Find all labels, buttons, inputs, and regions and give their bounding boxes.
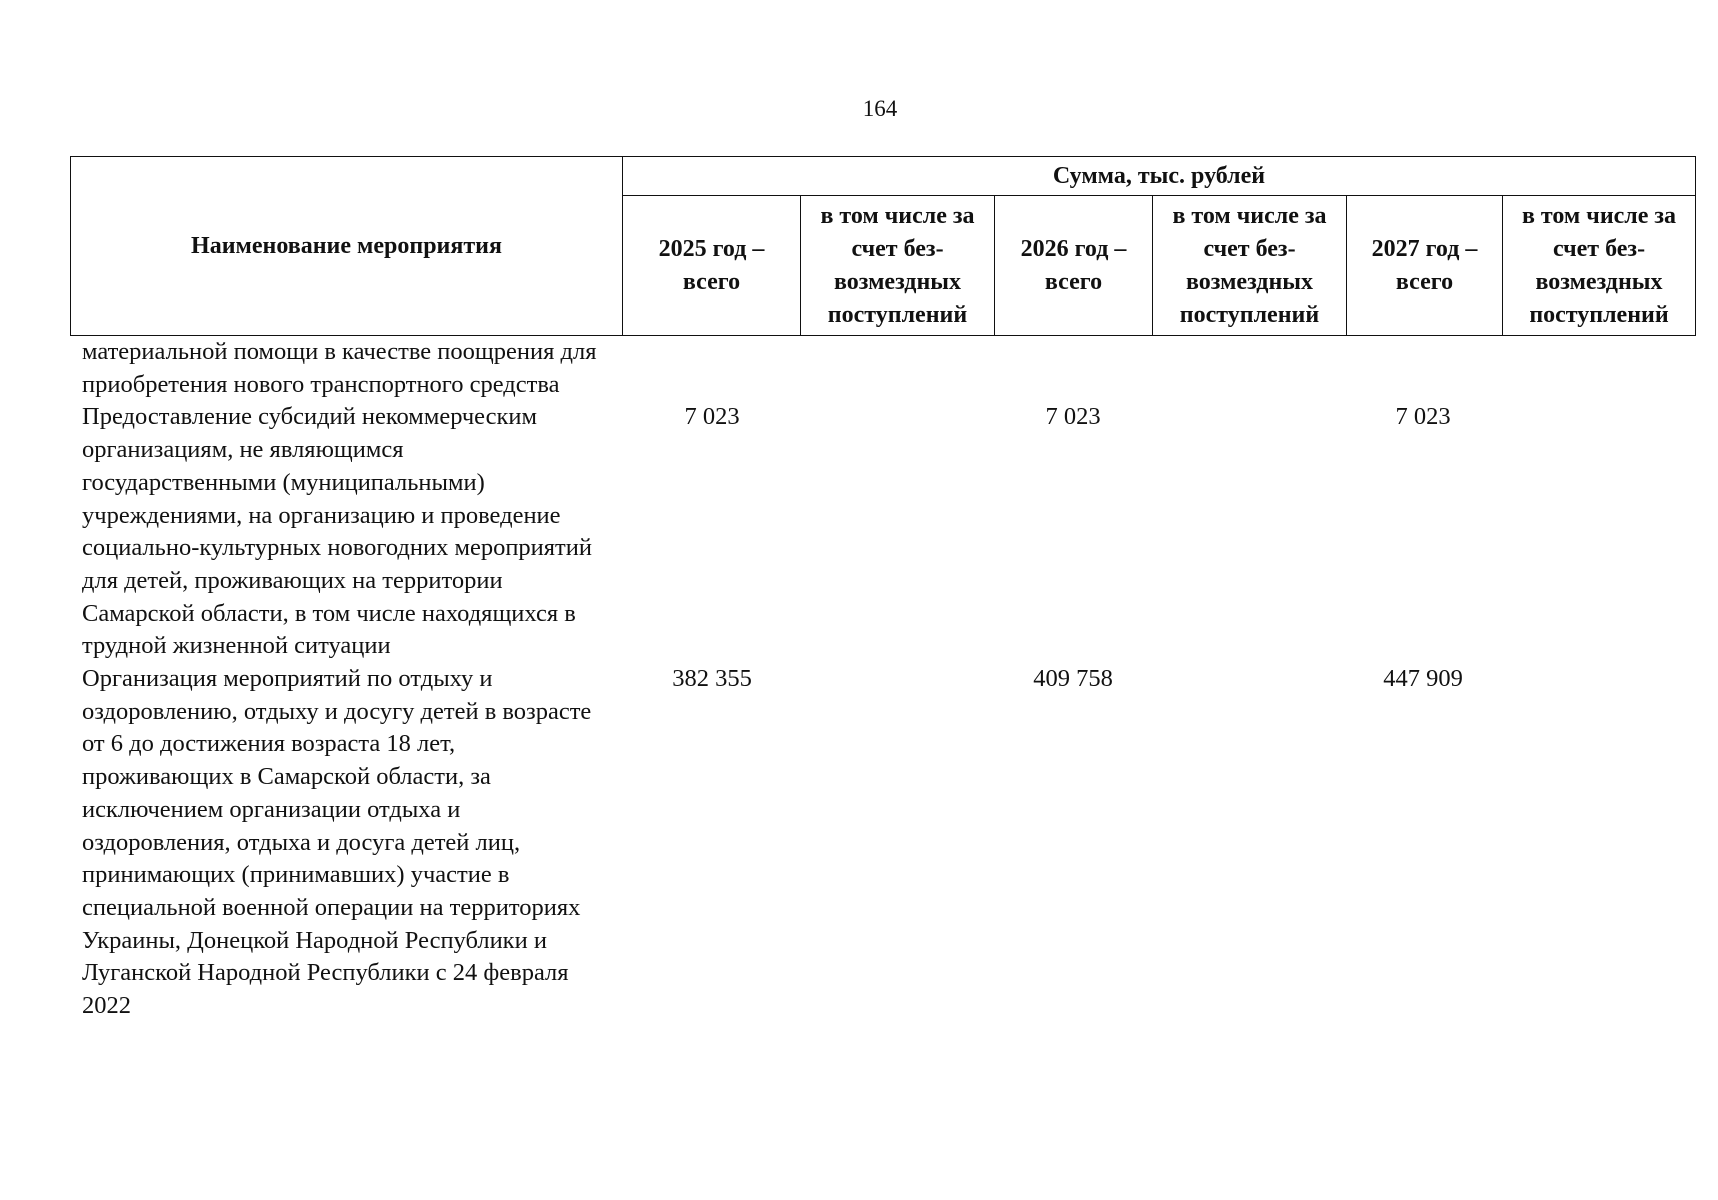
table-row xyxy=(82,401,1707,663)
budget-table-header xyxy=(70,156,1696,336)
column-header-2026-total: 2026 год – всего xyxy=(995,196,1153,336)
table-body xyxy=(82,336,1707,1023)
column-header-event-name: Наименование мероприятия xyxy=(71,157,623,336)
table-row xyxy=(82,336,1707,401)
value-2025-total: 382 355 xyxy=(672,665,752,693)
column-header-2026-grants: в том числе за счет без-возмездных поступлений xyxy=(1153,196,1347,336)
value-2026-total: 7 023 xyxy=(1045,403,1101,431)
column-header-2025-total: 2025 год – всего xyxy=(623,196,801,336)
row-name: Организация мероприятий по отдыху и оздоровлению, отдыху и досугу детей в возрасте от 6 до достижения возраста 18 лет, проживающих в Самарской области, за исключением организации отдыха и оздоровления, отдыха и досуга детей лиц, принимающих (принимавших) участие в специальной военной операции на территориях Украины, Донецкой Народной Республики и Луганской Народной Республики с 24 февраля 2022 xyxy=(82,665,592,1020)
row-name: материальной помощи в качестве поощрения для приобретения нового транспортного средства xyxy=(82,338,597,398)
table-row xyxy=(82,663,1707,1023)
value-2025-total: 7 023 xyxy=(684,403,740,431)
column-header-2027-grants: в том числе за счет без-возмездных поступлений xyxy=(1503,196,1696,336)
column-group-sum: Сумма, тыс. рублей xyxy=(623,157,1696,196)
page-number: 164 xyxy=(862,96,898,121)
value-2027-total: 447 909 xyxy=(1383,665,1463,693)
value-2027-total: 7 023 xyxy=(1395,403,1451,431)
row-name: Предоставление субсидий некоммерческим организациям, не являющимся государственными (муниципальными) учреждениями, на организацию и проведение социально-культурных новогодних мероприятий для детей, проживающих на территории Самарской области, в том числе находящихся в трудной жизненной ситуации xyxy=(82,403,592,660)
column-header-2025-grants: в том числе за счет без-возмездных поступлений xyxy=(801,196,995,336)
column-header-2027-total: 2027 год – всего xyxy=(1347,196,1503,336)
value-2026-total: 409 758 xyxy=(1033,665,1113,693)
